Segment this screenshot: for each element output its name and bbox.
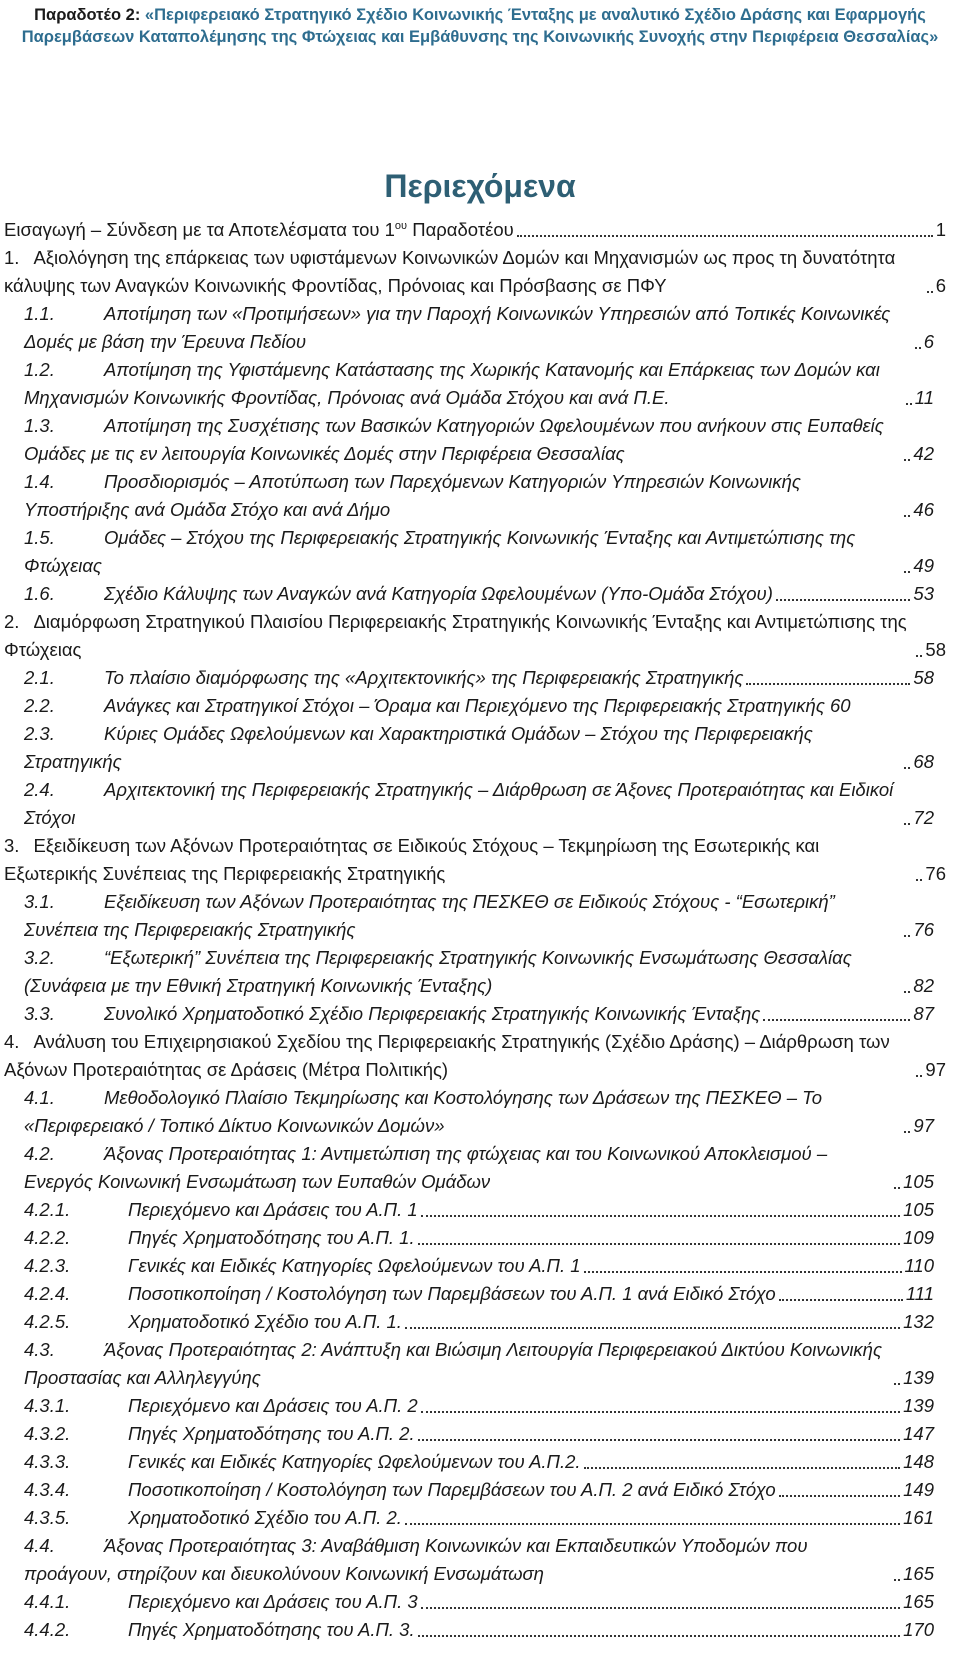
toc-entry-title: Μεθοδολογικό Πλαίσιο Τεκμηρίωσης και Κοστολόγησης των Δράσεων της ΠΕΣΚΕΘ – Το «Περιφερειακό / Τοπικό Δίκτυο Κοινωνικών Δομών» — [24, 1087, 823, 1136]
toc-entry-number: 4.3. — [24, 1339, 55, 1360]
toc-entry-number: 3.2. — [24, 947, 55, 968]
dot-leader — [776, 598, 911, 601]
toc-entry[interactable] — [0, 1308, 960, 1336]
toc-entry-text: Εισαγωγή – Σύνδεση με τα Αποτελέσματα του $1^{o\upsilon}$ Παραδοτέου — [4, 219, 514, 240]
toc-entry-number: 1.1. — [24, 303, 55, 324]
toc-page-number: 53 — [913, 583, 934, 604]
toc-entry[interactable] — [0, 524, 960, 580]
dot-leader — [405, 1326, 900, 1329]
toc-page-number: 139 — [903, 1367, 934, 1388]
dot-leader — [763, 1018, 910, 1021]
dot-leader — [584, 1466, 901, 1469]
toc-entry-number: 4.3.5. — [24, 1507, 71, 1528]
table-of-contents — [0, 216, 960, 1644]
toc-page-number: 68 — [913, 751, 934, 772]
dot-leader — [927, 290, 933, 293]
toc-entry[interactable] — [0, 468, 960, 524]
toc-entry[interactable] — [0, 1616, 960, 1644]
toc-entry-number: 4.4.2. — [24, 1619, 71, 1640]
toc-entry-title: Πηγές Χρηματοδότησης του Α.Π. 1. — [128, 1227, 415, 1248]
toc-entry-number: 4.2.5. — [24, 1311, 71, 1332]
dot-leader — [904, 766, 910, 769]
toc-entry[interactable] — [0, 1532, 960, 1588]
toc-entry[interactable] — [0, 1448, 960, 1476]
toc-entry-number: 1.3. — [24, 415, 55, 436]
toc-entry[interactable] — [0, 1140, 960, 1196]
toc-entry-title: Αξιολόγηση της επάρκειας των υφιστάμενων Κοινωνικών Δομών και Μηχανισμών ως προς τη δυνατότητα κάλυψης των Αναγκών Κοινωνικής Φροντίδας, Πρόνοιας και Πρόσβασης σε ΠΦΥ — [4, 247, 896, 296]
dot-leader — [405, 1522, 900, 1525]
dot-leader — [904, 934, 910, 937]
toc-page-number: 11 — [914, 387, 934, 408]
superscript-ordinal: ου — [394, 219, 408, 232]
toc-page-number: 109 — [903, 1227, 934, 1248]
toc-entry-text — [4, 1028, 913, 1084]
toc-entry-number: 3.3. — [24, 1003, 55, 1024]
toc-entry[interactable] — [0, 664, 960, 692]
document-header — [0, 4, 960, 48]
toc-entry-title: Το πλαίσιο διαμόρφωσης της «Αρχιτεκτονικής» της Περιφερειακής Στρατηγικής — [104, 667, 744, 688]
toc-entry-text — [24, 412, 901, 468]
toc-page-number: 82 — [913, 975, 934, 996]
toc-page-number: 161 — [903, 1507, 934, 1528]
toc-entry-title: Περιεχόμενο και Δράσεις του Α.Π. 2 — [128, 1395, 418, 1416]
toc-entry-title: Γενικές και Ειδικές Κατηγορίες Ωφελούμενων του Α.Π.2. — [128, 1451, 581, 1472]
toc-entry-title: Διαμόρφωση Στρατηγικού Πλαισίου Περιφερειακής Στρατηγικής Κοινωνικής Ένταξης και Αντιμετώπισης της Φτώχειας — [4, 611, 907, 660]
toc-page-number: 1 — [935, 219, 946, 240]
toc-entry-title: Προσδιορισμός – Αποτύπωση των Παρεχόμενων Κατηγοριών Υπηρεσιών Κοινωνικής Υποστήριξης ανά Ομάδα Στόχο και ανά Δήμο — [24, 471, 801, 520]
dot-leader — [894, 1578, 900, 1581]
toc-entry[interactable] — [0, 720, 960, 776]
toc-entry-number: 1.2. — [24, 359, 55, 380]
toc-entry-text — [24, 468, 901, 524]
toc-entry-title: Περιεχόμενο και Δράσεις του Α.Π. 3 — [128, 1591, 418, 1612]
dot-leader — [418, 1242, 901, 1245]
toc-page-number: 58 — [913, 667, 934, 688]
toc-entry-intro[interactable] — [0, 216, 960, 244]
toc-page-number: 6 — [923, 331, 934, 352]
toc-page-number: 165 — [903, 1563, 934, 1584]
toc-entry-title: Άξονας Προτεραιότητας 1: Αντιμετώπιση της φτώχειας και του Κοινωνικού Αποκλεισμού – Ενεργός Κοινωνική Ενσωμάτωση των Ευπαθών Ομάδων — [24, 1143, 828, 1192]
toc-entry[interactable] — [0, 832, 960, 888]
toc-entry-text — [24, 1476, 776, 1504]
toc-page-number: 46 — [913, 499, 934, 520]
toc-page-number: 72 — [913, 807, 934, 828]
toc-entry[interactable] — [0, 1252, 960, 1280]
toc-entry-title: Σχέδιο Κάλυψης των Αναγκών ανά Κατηγορία Ωφελουμένων (Υπο-Ομάδα Στόχου) — [104, 583, 773, 604]
toc-entry[interactable] — [0, 944, 960, 1000]
toc-entry-text — [24, 1308, 402, 1336]
dot-leader — [906, 402, 912, 405]
dot-leader — [894, 1186, 900, 1189]
toc-entry-text — [24, 1140, 891, 1196]
toc-entry-text — [24, 776, 901, 832]
toc-entry-title: Αποτίμηση της Υφιστάμενης Κατάστασης της Χωρικής Κατανομής και Επάρκειας των Δομών και Μηχανισμών Κοινωνικής Φροντίδας, Πρόνοιας ανά Ομάδα Στόχου και ανά Π.Ε. — [24, 359, 880, 408]
toc-entry-title: Άξονας Προτεραιότητας 2: Ανάπτυξη και Βιώσιμη Λειτουργία Περιφερειακού Δικτύου Κοινωνικής Προστασίας και Αλληλεγγύης — [24, 1339, 882, 1388]
toc-entry-text — [24, 1420, 415, 1448]
dot-leader — [916, 878, 922, 881]
dot-leader — [894, 1382, 900, 1385]
toc-entry[interactable] — [0, 244, 960, 300]
toc-entry[interactable] — [0, 1196, 960, 1224]
dot-leader — [904, 458, 910, 461]
toc-entry-number: 2.4. — [24, 779, 55, 800]
toc-entry-number: 4.4.1. — [24, 1591, 71, 1612]
toc-entry-number: 4.3.4. — [24, 1479, 71, 1500]
dot-leader — [418, 1634, 901, 1637]
toc-page-number: 6 — [935, 275, 946, 296]
toc-entry-text — [24, 664, 743, 692]
toc-entry-title: Χρηματοδοτικό Σχέδιο του Α.Π. 1. — [128, 1311, 402, 1332]
toc-entry-title: Άξονας Προτεραιότητας 3: Αναβάθμιση Κοινωνικών και Εκπαιδευτικών Υποδομών που προάγουν, στηρίζουν και διευκολύνουν Κοινωνική Ενσωμάτωση — [24, 1535, 808, 1584]
toc-entry-number: 4.4. — [24, 1535, 55, 1556]
toc-page-number: 111 — [905, 1283, 934, 1304]
toc-entry[interactable] — [0, 776, 960, 832]
dot-leader — [915, 346, 921, 349]
toc-entry[interactable] — [0, 1336, 960, 1392]
toc-entry-title: Πηγές Χρηματοδότησης του Α.Π. 2. — [128, 1423, 415, 1444]
toc-entry-text — [24, 720, 901, 776]
toc-entry-text — [24, 300, 912, 356]
dot-leader — [517, 234, 933, 237]
toc-page-number: 132 — [903, 1311, 934, 1332]
toc-entry[interactable] — [0, 1280, 960, 1308]
toc-entry-title: “Εξωτερική” Συνέπεια της Περιφερειακής Στρατηγικής Κοινωνικής Ενσωμάτωσης Θεσσαλίας (Συνάφεια με την Εθνική Στρατηγική Κοινωνικής Ένταξης) — [24, 947, 852, 996]
toc-entry[interactable] — [0, 356, 960, 412]
toc-page-number: 149 — [903, 1479, 934, 1500]
toc-entry-title: Κύριες Ομάδες Ωφελούμενων και Χαρακτηριστικά Ομάδων – Στόχου της Περιφερειακής Στρατηγικής — [24, 723, 813, 772]
toc-page-number: 165 — [903, 1591, 934, 1612]
toc-entry-title: Χρηματοδοτικό Σχέδιο του Α.Π. 2. — [128, 1507, 402, 1528]
toc-entry-number: 2.1. — [24, 667, 55, 688]
toc-page-number: 170 — [903, 1619, 934, 1640]
toc-page-number: 105 — [903, 1171, 934, 1192]
toc-entry-number: 4. — [4, 1031, 20, 1052]
toc-entry-list — [0, 244, 960, 1644]
toc-entry-text — [24, 1224, 415, 1252]
toc-entry-text — [24, 1280, 776, 1308]
dot-leader — [904, 822, 910, 825]
dot-leader — [584, 1270, 902, 1273]
deliverable-label: Παραδοτέο 2: — [34, 6, 145, 24]
toc-entry-text — [24, 1000, 760, 1028]
toc-entry-text — [24, 1448, 581, 1476]
dot-leader — [904, 570, 910, 573]
toc-entry-text — [24, 524, 901, 580]
toc-entry-number: 4.3.2. — [24, 1423, 71, 1444]
toc-entry[interactable] — [0, 1392, 960, 1420]
toc-entry-number: 1.6. — [24, 583, 55, 604]
toc-entry-text — [4, 608, 913, 664]
toc-entry-text — [24, 1616, 415, 1644]
toc-page-number: 139 — [903, 1395, 934, 1416]
toc-page-number: 87 — [913, 1003, 934, 1024]
toc-entry-title: Ποσοτικοποίηση / Κοστολόγηση των Παρεμβάσεων του Α.Π. 2 ανά Ειδικό Στόχο — [128, 1479, 776, 1500]
dot-leader — [421, 1410, 900, 1413]
toc-entry[interactable] — [0, 412, 960, 468]
toc-entry-text — [24, 692, 851, 720]
toc-entry-number: 2. — [4, 611, 20, 632]
dot-leader — [779, 1298, 903, 1301]
toc-entry-number: 2.3. — [24, 723, 55, 744]
toc-page-number: 97 — [913, 1115, 934, 1136]
toc-entry-title: Αποτίμηση των «Προτιμήσεων» για την Παροχή Κοινωνικών Υπηρεσιών από Τοπικές Κοινωνικές Δομές με βάση την Έρευνα Πεδίου — [24, 303, 891, 352]
toc-entry-text — [24, 888, 901, 944]
toc-entry-number: 4.3.1. — [24, 1395, 71, 1416]
dot-leader — [418, 1438, 901, 1441]
toc-entry-text — [24, 1532, 891, 1588]
toc-entry[interactable] — [0, 580, 960, 608]
toc-entry-title: Ποσοτικοποίηση / Κοστολόγηση των Παρεμβάσεων του Α.Π. 1 ανά Ειδικό Στόχο — [128, 1283, 776, 1304]
toc-page-number: 58 — [925, 639, 946, 660]
toc-entry-text — [24, 1336, 891, 1392]
toc-entry[interactable] — [0, 1084, 960, 1140]
toc-entry-number: 4.2.4. — [24, 1283, 71, 1304]
toc-entry-number: 1.4. — [24, 471, 55, 492]
dot-leader — [421, 1606, 900, 1609]
toc-entry-text — [24, 580, 773, 608]
toc-page-number: 76 — [925, 863, 946, 884]
toc-entry[interactable] — [0, 888, 960, 944]
toc-entry-text — [24, 1252, 581, 1280]
toc-page-number: 110 — [904, 1255, 934, 1276]
toc-entry[interactable] — [0, 1028, 960, 1084]
toc-entry-title: Ανάλυση του Επιχειρησιακού Σχεδίου της Περιφερειακής Στρατηγικής (Σχέδιο Δράσης) – Διάρθρωση των Αξόνων Προτεραιότητας σε Δράσεις (Μέτρα Πολιτικής) — [4, 1031, 890, 1080]
toc-entry-number: 4.3.3. — [24, 1451, 71, 1472]
toc-entry-text — [24, 1504, 402, 1532]
toc-entry[interactable] — [0, 300, 960, 356]
toc-entry-number: 3. — [4, 835, 20, 856]
dot-leader — [916, 1074, 922, 1077]
toc-entry-text — [24, 1084, 901, 1140]
toc-entry-text — [24, 356, 903, 412]
toc-entry-number: 3.1. — [24, 891, 55, 912]
toc-entry-number: 1.5. — [24, 527, 55, 548]
toc-entry-title: Πηγές Χρηματοδότησης του Α.Π. 3. — [128, 1619, 415, 1640]
toc-entry-title: Εξειδίκευση των Αξόνων Προτεραιότητας σε Ειδικούς Στόχους – Τεκμηρίωση της Εσωτερικής και Εξωτερικής Συνέπειας της Περιφερειακής Στρατηγικής — [4, 835, 820, 884]
toc-page-number: 42 — [913, 443, 934, 464]
toc-entry-number: 1. — [4, 247, 20, 268]
toc-page-number: 105 — [903, 1199, 934, 1220]
toc-page-number: 148 — [903, 1451, 934, 1472]
dot-leader — [421, 1214, 900, 1217]
dot-leader — [904, 990, 910, 993]
toc-entry-number: 4.2.2. — [24, 1227, 71, 1248]
toc-entry-text — [24, 1588, 418, 1616]
toc-heading: Περιεχόμενα — [384, 168, 576, 204]
toc-entry-text — [24, 1392, 418, 1420]
toc-entry[interactable] — [0, 1000, 960, 1028]
toc-entry-title: Ανάγκες και Στρατηγικοί Στόχοι – Όραμα και Περιεχόμενο της Περιφερειακής Στρατηγικής 60 — [104, 695, 851, 716]
toc-entry[interactable] — [0, 1420, 960, 1448]
toc-entry[interactable] — [0, 1224, 960, 1252]
dot-leader — [904, 514, 910, 517]
toc-entry-title: Αποτίμηση της Συσχέτισης των Βασικών Κατηγοριών Ωφελουμένων που ανήκουν στις Ευπαθείς Ομάδες με τις εν λειτουργία Κοινωνικές Δομές στην Περιφέρεια Θεσσαλίας — [24, 415, 884, 464]
toc-entry-title: Περιεχόμενο και Δράσεις του Α.Π. 1 — [128, 1199, 418, 1220]
toc-entry-number: 4.2. — [24, 1143, 55, 1164]
toc-entry-number: 4.1. — [24, 1087, 55, 1108]
toc-page-number: 147 — [903, 1423, 934, 1444]
toc-entry-title: Αρχιτεκτονική της Περιφερειακής Στρατηγικής – Διάρθρωση σε Άξονες Προτεραιότητας και Ειδικοί Στόχοι — [24, 779, 894, 828]
deliverable-title: «Περιφερειακό Στρατηγικό Σχέδιο Κοινωνικής Ένταξης με αναλυτικό Σχέδιο Δράσης και Εφαρμογής Παρεμβάσεων Καταπολέμησης της Φτώχειας και Εμβάθυνσης της Κοινωνικής Συνοχής στην Περιφέρεια Θεσσαλίας» — [21, 6, 939, 46]
toc-entry[interactable] — [0, 1476, 960, 1504]
toc-entry-text — [4, 832, 913, 888]
toc-entry-text — [24, 1196, 418, 1224]
toc-page-number: 76 — [913, 919, 934, 940]
toc-page-number: 97 — [925, 1059, 946, 1080]
dot-leader — [916, 654, 922, 657]
toc-entry-number: 4.2.1. — [24, 1199, 71, 1220]
toc-entry-number: 4.2.3. — [24, 1255, 71, 1276]
toc-entry-title: Ομάδες – Στόχου της Περιφερειακής Στρατηγικής Κοινωνικής Ένταξης και Αντιμετώπισης της Φτώχειας — [24, 527, 856, 576]
dot-leader — [779, 1494, 900, 1497]
dot-leader — [746, 682, 910, 685]
dot-leader — [904, 1130, 910, 1133]
toc-entry-title: Συνολικό Χρηματοδοτικό Σχέδιο Περιφερειακής Στρατηγικής Κοινωνικής Ένταξης — [104, 1003, 761, 1024]
toc-entry[interactable] — [0, 692, 960, 720]
toc-entry-number: 2.2. — [24, 695, 55, 716]
toc-entry-title: Γενικές και Ειδικές Κατηγορίες Ωφελούμενων του Α.Π. 1 — [128, 1255, 581, 1276]
toc-entry-title: Εξειδίκευση των Αξόνων Προτεραιότητας της ΠΕΣΚΕΘ σε Ειδικούς Στόχους - “Εσωτερική” Συνέπεια της Περιφερειακής Στρατηγικής — [24, 891, 835, 940]
toc-entry-text — [4, 244, 924, 300]
toc-entry[interactable] — [0, 1588, 960, 1616]
toc-entry[interactable] — [0, 1504, 960, 1532]
toc-entry[interactable] — [0, 608, 960, 664]
toc-entry-text — [24, 944, 901, 1000]
toc-page-number: 49 — [913, 555, 934, 576]
